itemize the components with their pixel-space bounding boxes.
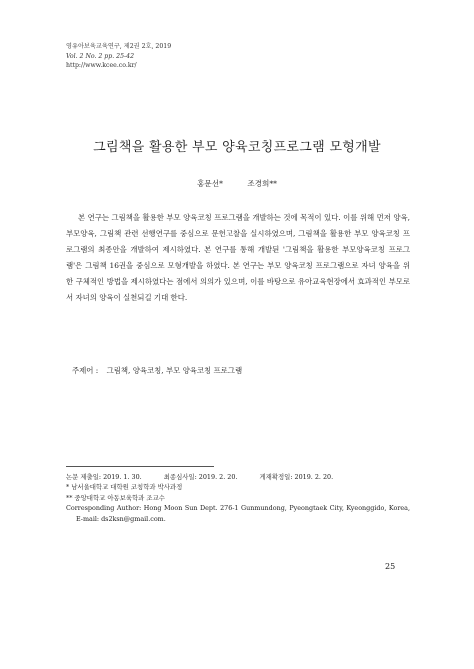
keywords-text: 그림책, 양육코칭, 부모 양육코칭 프로그램 <box>106 366 243 375</box>
author-line <box>0 178 474 189</box>
journal-name: 영유아보육교육연구, 제2권 2호, 2019 <box>66 43 172 50</box>
journal-url[interactable]: http://www.kcee.co.kr/ <box>66 62 137 70</box>
page-number: 25 <box>385 562 396 571</box>
keywords-label: 주제어 : <box>72 366 99 375</box>
journal-volume: Vol. 2 No. 2 pp. 25-42 <box>66 52 135 60</box>
date-line <box>66 472 410 482</box>
keywords-line <box>72 365 242 376</box>
author-1: 홍문선* <box>197 179 223 188</box>
submitted-date: 논문 제출일: 2019. 1. 30. <box>66 473 142 481</box>
footnote-author-2: ** 중앙대학교 아동보육학과 조교수 <box>66 493 165 502</box>
journal-header <box>66 42 171 71</box>
author-2: 조경희** <box>247 179 277 188</box>
footnote-author-1: * 남서울대학교 대학원 코칭학과 박사과정 <box>66 483 183 492</box>
accepted-date: 게재확정일: 2019. 2. 20. <box>259 473 334 481</box>
review-date: 최종심사일: 2019. 2. 20. <box>163 473 238 481</box>
footnote-divider <box>66 466 214 467</box>
corresponding-author: Corresponding Author: Hong Moon Sun Dept. 276-1 Gunmundong, Pyeongtaek City, Kyeonggido, Korea, E-mail: ds2ksn@gmail.com. <box>66 504 410 523</box>
footnotes <box>66 472 410 524</box>
abstract-text: 본 연구는 그림책을 활용한 부모 양육코칭 프로그램을 개발하는 것에 목적이 있다. 이를 위해 먼저 양육, 부모양육, 그림책 관련 선행연구를 중심으로 문헌고찰을 실시하였으며, 그림책을 활용한 부모 양육코칭 프로그램의 최종안을 개발하여 제시하였다. 본 연구를 통해 개발된 '그림책을 활용한 부모양육코칭 프로그램'은 그림책 16권을 중심으로 모형개발을 하였다. 본 연구는 부모 양육코칭 프로그램으로 자녀 양육을 위한 구체적인 방법을 제시하였다는 점에서 의의가 있으며, 이를 바탕으로 유아교육현장에서 효과적인 부모로서 자녀의 양육이 실천되길 기대 한다. <box>66 213 410 302</box>
paper-title: 그림책을 활용한 부모 양육코칭프로그램 모형개발 <box>93 140 381 155</box>
